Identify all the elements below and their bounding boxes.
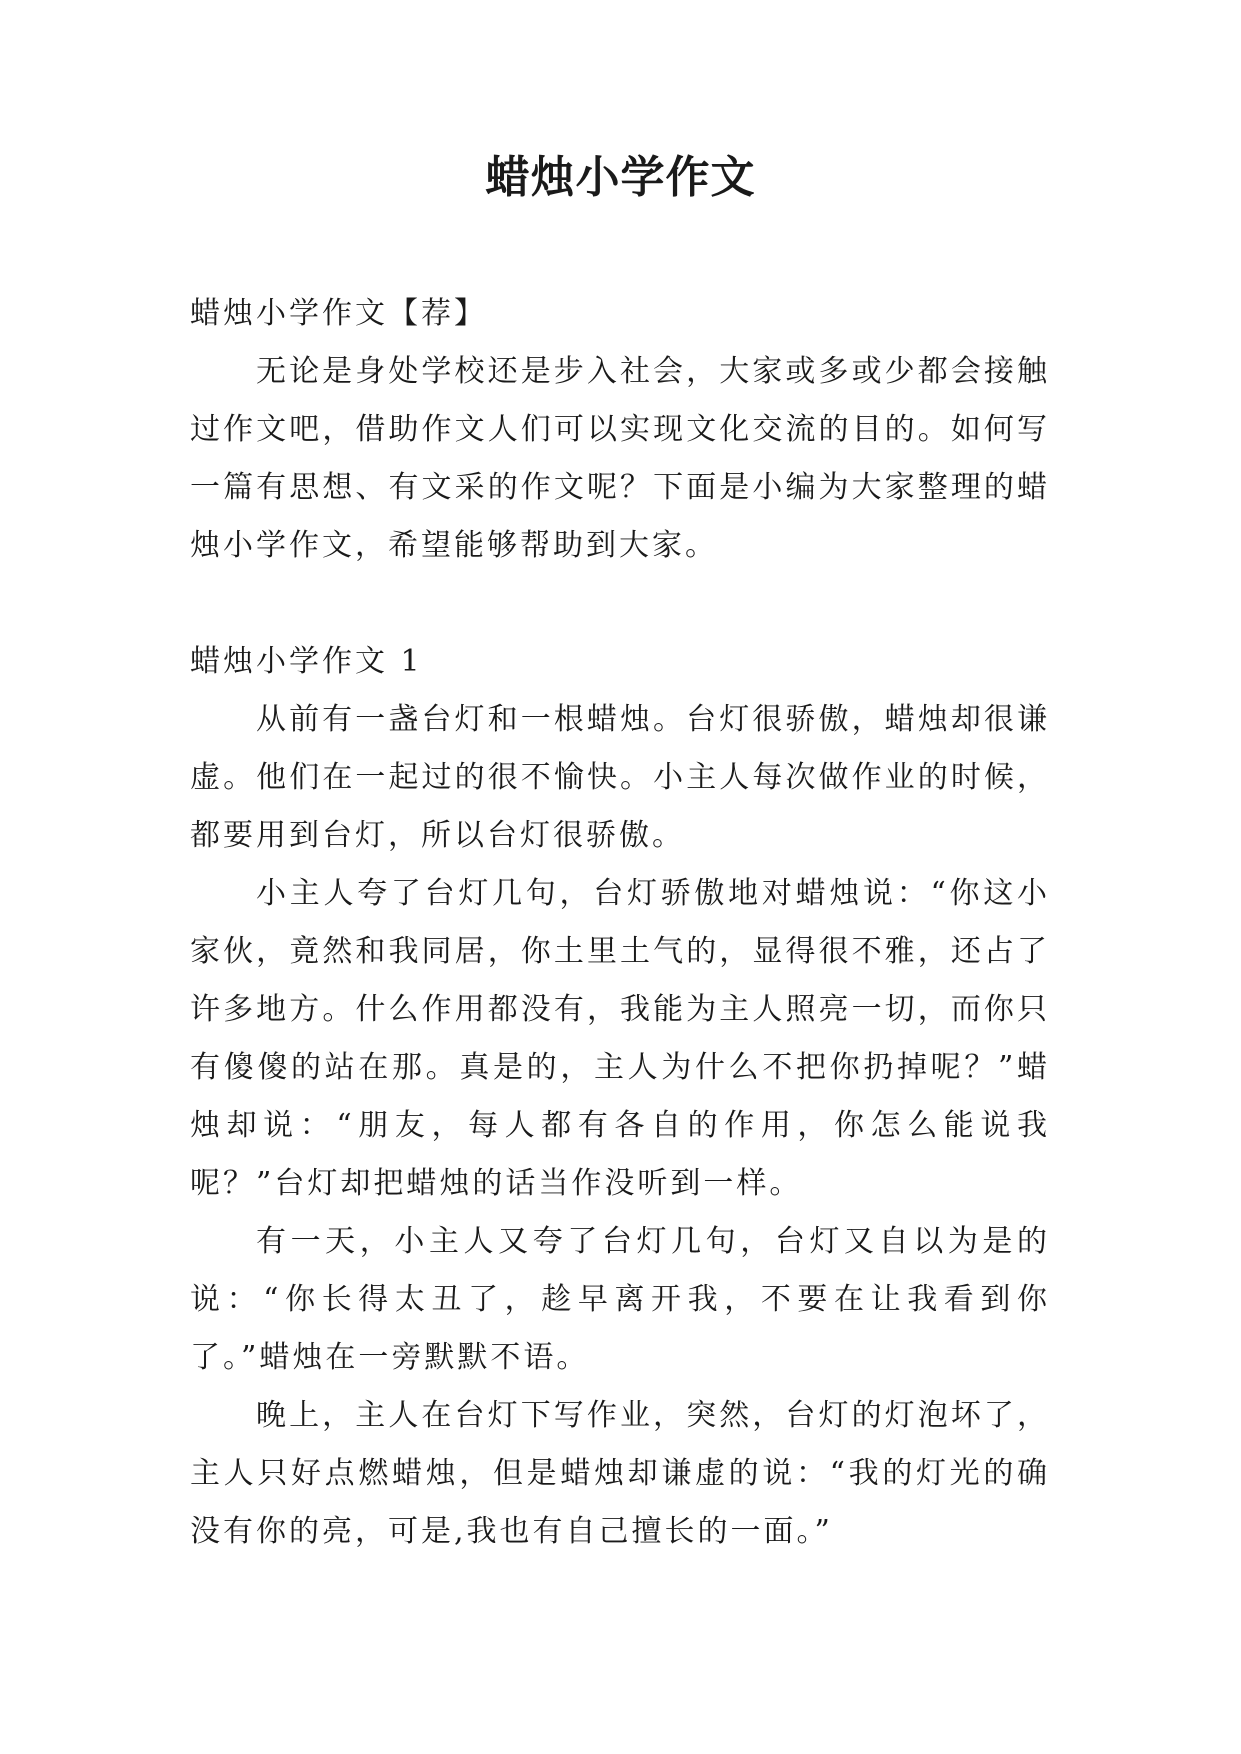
story-paragraph-3: 有一天，小主人又夸了台灯几句，台灯又自以为是的说：“你长得太丑了，趁早离开我，不要在让我看到你了。”蜡烛在一旁默默不语。 — [190, 1224, 1050, 1375]
story-paragraph-2: 小主人夸了台灯几句，台灯骄傲地对蜡烛说：“你这小家伙，竟然和我同居，你土里土气的，显得很不雅，还占了许多地方。什么作用都没有，我能为主人照亮一切，而你只有傻傻的站在那。真是的，主人为什么不把你扔掉呢？”蜡烛却说：“朋友，每人都有各自的作用，你怎么能说我呢？”台灯却把蜡烛的话当作没听到一样。 — [190, 876, 1050, 1201]
section-spacer — [190, 575, 1050, 633]
story-paragraph-4: 晚上，主人在台灯下写作业，突然，台灯的灯泡坏了，主人只好点燃蜡烛，但是蜡烛却谦虚的说：“我的灯光的确没有你的亮，可是,我也有自己擅长的一面。” — [190, 1398, 1050, 1549]
document-subtitle: 蜡烛小学作文【荐】 — [190, 296, 487, 331]
section-heading: 蜡烛小学作文 1 — [190, 644, 423, 679]
document-title: 蜡烛小学作文 — [485, 152, 756, 203]
document-body — [190, 285, 1050, 1561]
intro-paragraph: 无论是身处学校还是步入社会，大家或多或少都会接触过作文吧，借助作文人们可以实现文化交流的目的。如何写一篇有思想、有文采的作文呢？下面是小编为大家整理的蜡烛小学作文，希望能够帮助到大家。 — [190, 354, 1050, 563]
story-paragraph-1: 从前有一盏台灯和一根蜡烛。台灯很骄傲，蜡烛却很谦虚。他们在一起过的很不愉快。小主人每次做作业的时候，都要用到台灯，所以台灯很骄傲。 — [190, 702, 1050, 853]
